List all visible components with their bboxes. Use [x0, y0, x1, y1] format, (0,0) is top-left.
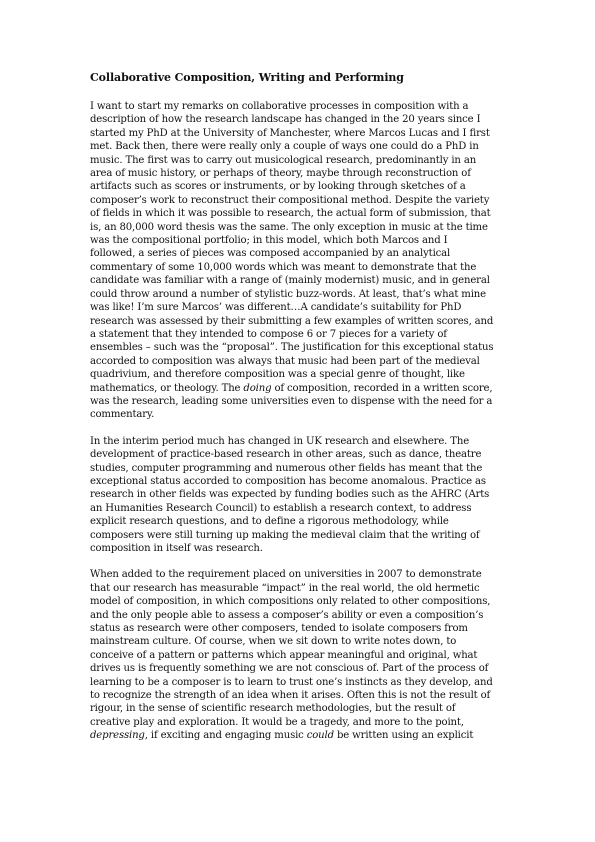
- text-line: [90, 662, 505, 675]
- text-segment: status as research were other composers, tended to isolate composers from: [90, 623, 468, 635]
- text-line: [90, 488, 505, 501]
- text-line: [90, 515, 505, 528]
- text-line: [90, 475, 505, 488]
- text-segment: I want to start my remarks on collaborative processes in composition with a: [90, 101, 469, 112]
- text-segment: mainstream culture. Of course, when we sit down to write notes down, to: [90, 636, 457, 648]
- text-segment: was the research, leading some universities even to dispense with the need for a: [90, 395, 493, 407]
- text-line: [90, 368, 505, 381]
- text-segment: be written using an explicit: [333, 730, 474, 742]
- text-line: [90, 341, 505, 354]
- text-line: [90, 435, 505, 448]
- text-line: [90, 716, 505, 729]
- emphasis-text: could: [306, 730, 334, 742]
- text-segment: creative play and exploration. It would be a tragedy, and more to the point,: [90, 716, 464, 728]
- text-line: [90, 328, 505, 341]
- text-segment: conceive of a pattern or patterns which appear meaningful and original, what: [90, 649, 478, 661]
- text-line: [90, 462, 505, 475]
- text-segment: a statement that they intended to compose 6 or 7 pieces for a variety of: [90, 328, 447, 340]
- text-segment: area of music history, or perhaps of theory, maybe through reconstruction of: [90, 168, 471, 180]
- text-line: [90, 676, 505, 689]
- text-segment: , if exciting and engaging music: [144, 730, 307, 742]
- text-segment: could throw around a number of stylistic buzz-words. At least, that’s what mine: [90, 288, 486, 300]
- paragraph: [90, 100, 505, 422]
- text-segment: commentary.: [90, 409, 155, 421]
- text-segment: quadrivium, and therefore composition was a special genre of thought, like: [90, 369, 465, 381]
- text-segment: of composition, recorded in a written score,: [271, 382, 493, 394]
- emphasis-text: depressing: [90, 730, 145, 742]
- text-line: [90, 140, 505, 153]
- text-segment: mathematics, or theology. The: [90, 382, 244, 394]
- text-segment: When added to the requirement placed on universities in 2007 to demonstrate: [90, 569, 482, 581]
- text-line: [90, 622, 505, 635]
- text-segment: was like! I’m sure Marcos’ was different…A candidate’s suitability for PhD: [90, 302, 462, 314]
- text-segment: candidate was familiar with a range of (mainly modernist) music, and in general: [90, 275, 490, 287]
- text-segment: started my PhD at the University of Manchester, where Marcos Lucas and I first: [90, 127, 490, 139]
- text-line: [90, 729, 505, 742]
- text-segment: research was assessed by their submitting a few examples of written scores, and: [90, 315, 494, 327]
- text-segment: an Humanities Research Council) to establish a research context, to address: [90, 502, 472, 514]
- text-segment: to recognize the strength of an idea when it arises. Often this is not the result of: [90, 690, 491, 702]
- text-segment: exceptional status accorded to composition has become anomalous. Practice as: [90, 475, 486, 487]
- text-line: [90, 234, 505, 247]
- text-line: [90, 167, 505, 180]
- text-line: [90, 274, 505, 287]
- text-segment: description of how the research landscape has changed in the 20 years since I: [90, 114, 481, 126]
- document-title: Collaborative Composition, Writing and Performing: [90, 71, 404, 84]
- text-segment: composition in itself was research.: [90, 543, 263, 554]
- text-line: [90, 635, 505, 648]
- text-line: [90, 315, 505, 328]
- text-segment: of fields in which it was possible to research, the actual form of submission, that: [90, 208, 491, 220]
- document-body: [90, 100, 505, 743]
- text-line: [90, 194, 505, 207]
- text-line: [90, 582, 505, 595]
- text-line: [90, 288, 505, 301]
- text-line: [90, 127, 505, 140]
- text-segment: learning to be a composer is to learn to trust one’s instincts as they develop, and: [90, 676, 493, 688]
- text-segment: explicit research questions, and to define a rigorous methodology, while: [90, 516, 449, 528]
- text-line: [90, 568, 505, 581]
- text-segment: that our research has measurable “impact” in the real world, the old hermetic: [90, 582, 480, 594]
- text-line: [90, 301, 505, 314]
- text-line: [90, 382, 505, 395]
- text-line: [90, 649, 505, 662]
- text-line: [90, 702, 505, 715]
- text-line: [90, 261, 505, 274]
- text-segment: studies, computer programming and numerous other fields has meant that the: [90, 462, 483, 474]
- text-segment: composer’s work to reconstruct their compositional method. Despite the variety: [90, 194, 490, 206]
- text-segment: composers were still turning up making the medieval claim that the writing of: [90, 529, 480, 541]
- text-segment: artifacts such as scores or instruments, or by looking through sketches of a: [90, 181, 466, 193]
- text-segment: rigour, in the sense of scientific research methodologies, but the result of: [90, 703, 456, 715]
- paragraph: [90, 435, 505, 556]
- text-line: [90, 529, 505, 542]
- text-segment: drives us is frequently something we are not conscious of. Part of the process of: [90, 663, 489, 675]
- text-line: [90, 448, 505, 461]
- text-segment: development of practice-based research in other areas, such as dance, theatre: [90, 449, 482, 461]
- text-segment: followed, a series of pieces was composed accompanied by an analytical: [90, 248, 451, 260]
- text-line: [90, 609, 505, 622]
- text-segment: music. The first was to carry out musicological research, predominantly in an: [90, 154, 477, 166]
- emphasis-text: doing: [243, 382, 272, 394]
- text-segment: met. Back then, there were really only a couple of ways one could do a PhD in: [90, 141, 479, 153]
- text-line: [90, 100, 505, 113]
- paragraph: [90, 568, 505, 742]
- text-line: [90, 408, 505, 421]
- text-line: [90, 207, 505, 220]
- text-segment: In the interim period much has changed in UK research and elsewhere. The: [90, 435, 470, 447]
- text-segment: research in other fields was expected by funding bodies such as the AHRC (Arts: [90, 489, 490, 501]
- text-segment: is, an 80,000 word thesis was the same. The only exception in music at the time: [90, 221, 488, 233]
- text-line: [90, 395, 505, 408]
- text-segment: accorded to composition was always that music had been part of the medieval: [90, 355, 480, 367]
- text-line: [90, 595, 505, 608]
- text-segment: model of composition, in which compositions only related to other compositions,: [90, 596, 491, 608]
- text-line: [90, 247, 505, 260]
- text-segment: ensembles – such was the “proposal”. The justification for this exceptional status: [90, 342, 494, 354]
- text-line: [90, 355, 505, 368]
- text-segment: commentary of some 10,000 words which was meant to demonstrate that the: [90, 261, 477, 273]
- text-line: [90, 113, 505, 126]
- text-line: [90, 221, 505, 234]
- text-line: [90, 542, 505, 555]
- text-line: [90, 502, 505, 515]
- text-segment: and the only people able to assess a composer’s ability or even a composition’s: [90, 609, 484, 621]
- text-segment: was the compositional portfolio; in this model, which both Marcos and I: [90, 235, 448, 247]
- text-line: [90, 180, 505, 193]
- text-line: [90, 154, 505, 167]
- text-line: [90, 689, 505, 702]
